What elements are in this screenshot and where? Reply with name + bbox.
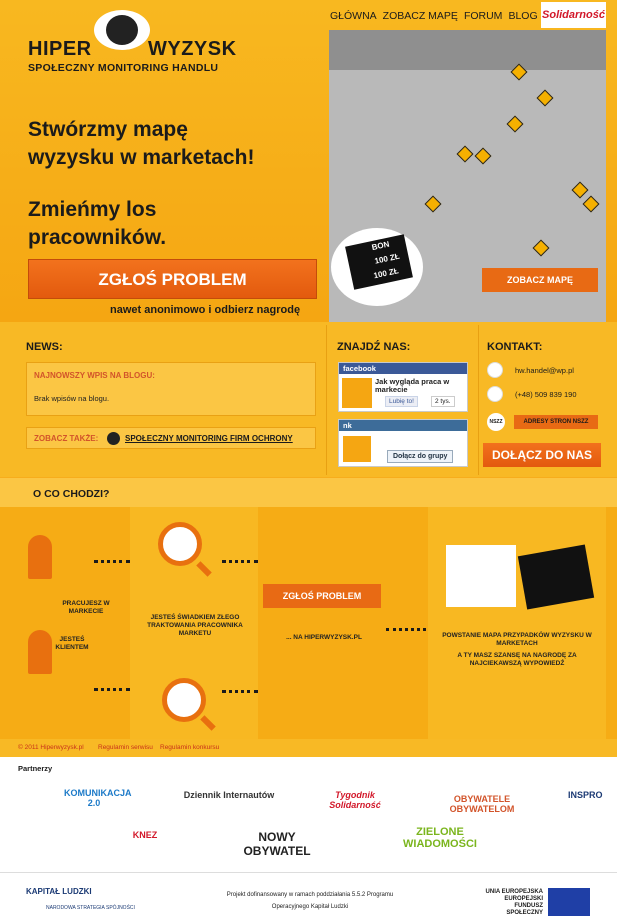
nk-group-avatar — [343, 436, 371, 462]
hero-line-1: Stwórzmy mapę — [28, 118, 188, 141]
see-also-label: ZOBACZ TAKŻE: — [34, 434, 99, 443]
map-preview[interactable] — [329, 30, 606, 322]
funding-note-1: Projekt dofinansowany w ramach poddziałania 5.5.2 Programu — [226, 892, 394, 898]
contact-email[interactable]: hw.handel@wp.pl — [515, 366, 574, 375]
about-title: O CO CHODZI? — [33, 488, 110, 500]
site-logo[interactable] — [28, 10, 258, 80]
partner-knez[interactable]: KNEZ — [132, 830, 158, 840]
flow-arrow — [222, 560, 258, 563]
result-reward: A TY MASZ SZANSĘ NA NAGRODĘ ZA NAJCIEKAWSZĄ WYPOWIEDŹ — [457, 652, 577, 667]
latest-post-header: NAJNOWSZY WPIS NA BLOGU: — [34, 371, 155, 380]
step-witness: JESTEŚ ŚWIADKIEM ZŁEGO TRAKTOWANIA PRACOWNIKA MARKETU — [147, 614, 243, 637]
eu-line-2: EUROPEJSKI — [504, 896, 543, 902]
latest-post-body: Brak wpisów na blogu. — [34, 394, 110, 403]
partner-tygodnik-solidarnosc[interactable]: Tygodnik Solidarność — [329, 790, 381, 810]
solidarnosc-logo[interactable]: Solidarność — [541, 2, 606, 28]
hero-headline-2 — [28, 196, 166, 252]
see-also-box — [26, 427, 316, 449]
terms-link[interactable]: Regulamin serwisu — [98, 744, 153, 751]
eu-label — [480, 889, 543, 917]
partner-dziennik-internautow[interactable]: Dziennik Internautów — [183, 790, 275, 800]
facebook-widget — [338, 362, 468, 412]
nk-join-group-button[interactable]: Dołącz do grupy — [387, 450, 453, 463]
eu-line-1: UNIA EUROPEJSKA — [485, 889, 543, 895]
partner-zielone-wiadomosci[interactable]: ZIELONE WIADOMOŚCI — [403, 826, 477, 850]
partners-title: Partnerzy — [18, 764, 53, 773]
nk-bar: nk — [339, 420, 467, 431]
funding-note-2: Operacyjnego Kapitał Ludzki — [271, 904, 349, 910]
eu-line-3: FUNDUSZ SPOŁECZNY — [506, 903, 543, 916]
logo-word-2: WYZYSK — [148, 38, 237, 60]
flow-arrow — [386, 628, 426, 631]
poland-map-icon — [446, 545, 516, 607]
security-monitor-icon — [107, 432, 120, 445]
nav-item-map[interactable]: ZOBACZ MAPĘ — [382, 10, 458, 22]
footer-strip — [0, 739, 617, 757]
nszz-logo: NSZZ — [487, 413, 505, 431]
logo-cart-icon — [106, 15, 138, 45]
eu-funding-bar — [0, 872, 617, 917]
email-icon — [487, 362, 503, 378]
magnifier-cart-icon — [158, 522, 202, 566]
hero-line-3: Zmieńmy los — [28, 198, 157, 221]
contest-terms-link[interactable]: Regulamin konkursu — [160, 744, 220, 751]
partner-komunikacja[interactable]: KOMUNIKACJA 2.0 — [64, 788, 132, 808]
news-title: NEWS: — [26, 341, 63, 353]
worker-icon — [28, 535, 52, 579]
kapital-ludzki-sub: NARODOWA STRATEGIA SPÓJNOŚCI — [46, 905, 135, 911]
facebook-page-name[interactable]: Jak wygląda praca w markecie — [375, 377, 450, 394]
logo-subtitle: SPOŁECZNY MONITORING HANDLU — [28, 62, 219, 74]
result-map: POWSTANIE MAPA PRZYPADKÓW WYZYSKU W MARKETACH — [442, 632, 592, 647]
how-it-works — [0, 507, 617, 739]
magnifier-cart-icon — [162, 678, 206, 722]
hero-headline — [28, 116, 254, 172]
nszz-addresses-button[interactable]: ADRESY STRON NSZZ — [514, 415, 598, 429]
flow-arrow — [94, 688, 130, 691]
flow-report-button[interactable]: ZGŁOŚ PROBLEM — [263, 584, 381, 608]
nav-item-home[interactable]: GŁÓWNA — [330, 10, 377, 22]
voucher-amount: 100 ZŁ — [373, 251, 401, 266]
column-divider — [478, 325, 479, 475]
kapital-ludzki-logo: KAPITAŁ LUDZKI — [26, 887, 92, 896]
about-header — [0, 477, 617, 507]
logo-word-1: HIPER — [28, 38, 92, 60]
flow-arrow — [222, 690, 258, 693]
step-client: JESTEŚ KLIENTEM — [55, 636, 89, 651]
step-worker: PRACUJESZ W MARKECIE — [62, 600, 110, 615]
nav-item-forum[interactable]: FORUM — [463, 10, 503, 22]
client-icon — [28, 630, 52, 674]
join-us-button[interactable]: DOŁĄCZ DO NAS — [483, 443, 601, 467]
voucher-amount-2: 100 ZŁ — [372, 266, 400, 281]
report-subtext: nawet anonimowo i odbierz nagrodę — [110, 304, 301, 316]
hero-line-4: pracowników. — [28, 226, 167, 249]
latest-post-box — [26, 362, 316, 416]
see-map-button[interactable]: ZOBACZ MAPĘ — [482, 268, 598, 292]
contact-phone: (+48) 509 839 190 — [515, 390, 577, 399]
nav-item-blog[interactable]: BLOG — [508, 10, 538, 22]
partner-obywatele[interactable]: OBYWATELE OBYWATELOM — [449, 794, 515, 814]
funding-note — [200, 889, 420, 913]
flow-arrow — [94, 560, 130, 563]
copyright: © 2011 Hiperwyzysk.pl — [18, 744, 84, 751]
facebook-like-count: 2 tys. — [431, 396, 455, 407]
eu-flag-icon — [548, 888, 590, 916]
voucher-label: BON — [370, 239, 391, 253]
partner-nowy-obywatel[interactable]: NOWY OBYWATEL — [243, 830, 311, 858]
map-sea — [329, 30, 606, 70]
hero-line-2: wyzysku w marketach! — [28, 146, 255, 169]
phone-icon — [487, 386, 503, 402]
see-also-link[interactable]: SPOŁECZNY MONITORING FIRM OCHRONY — [125, 434, 293, 443]
contact-title: KONTAKT: — [487, 341, 543, 353]
column-divider — [326, 325, 327, 475]
main-nav — [330, 10, 538, 22]
report-problem-button[interactable]: ZGŁOŚ PROBLEM — [28, 259, 317, 299]
facebook-page-avatar[interactable] — [342, 378, 372, 408]
flow-column — [428, 507, 606, 739]
nk-widget — [338, 419, 468, 467]
facebook-like-button[interactable]: Lubię to! — [385, 396, 418, 407]
find-us-title: ZNAJDŹ NAS: — [337, 341, 411, 353]
step-on-site: ... NA HIPERWYZYSK.PL — [286, 634, 362, 641]
partner-inspro[interactable]: INSPRO — [568, 790, 603, 800]
facebook-bar: facebook — [339, 363, 467, 374]
